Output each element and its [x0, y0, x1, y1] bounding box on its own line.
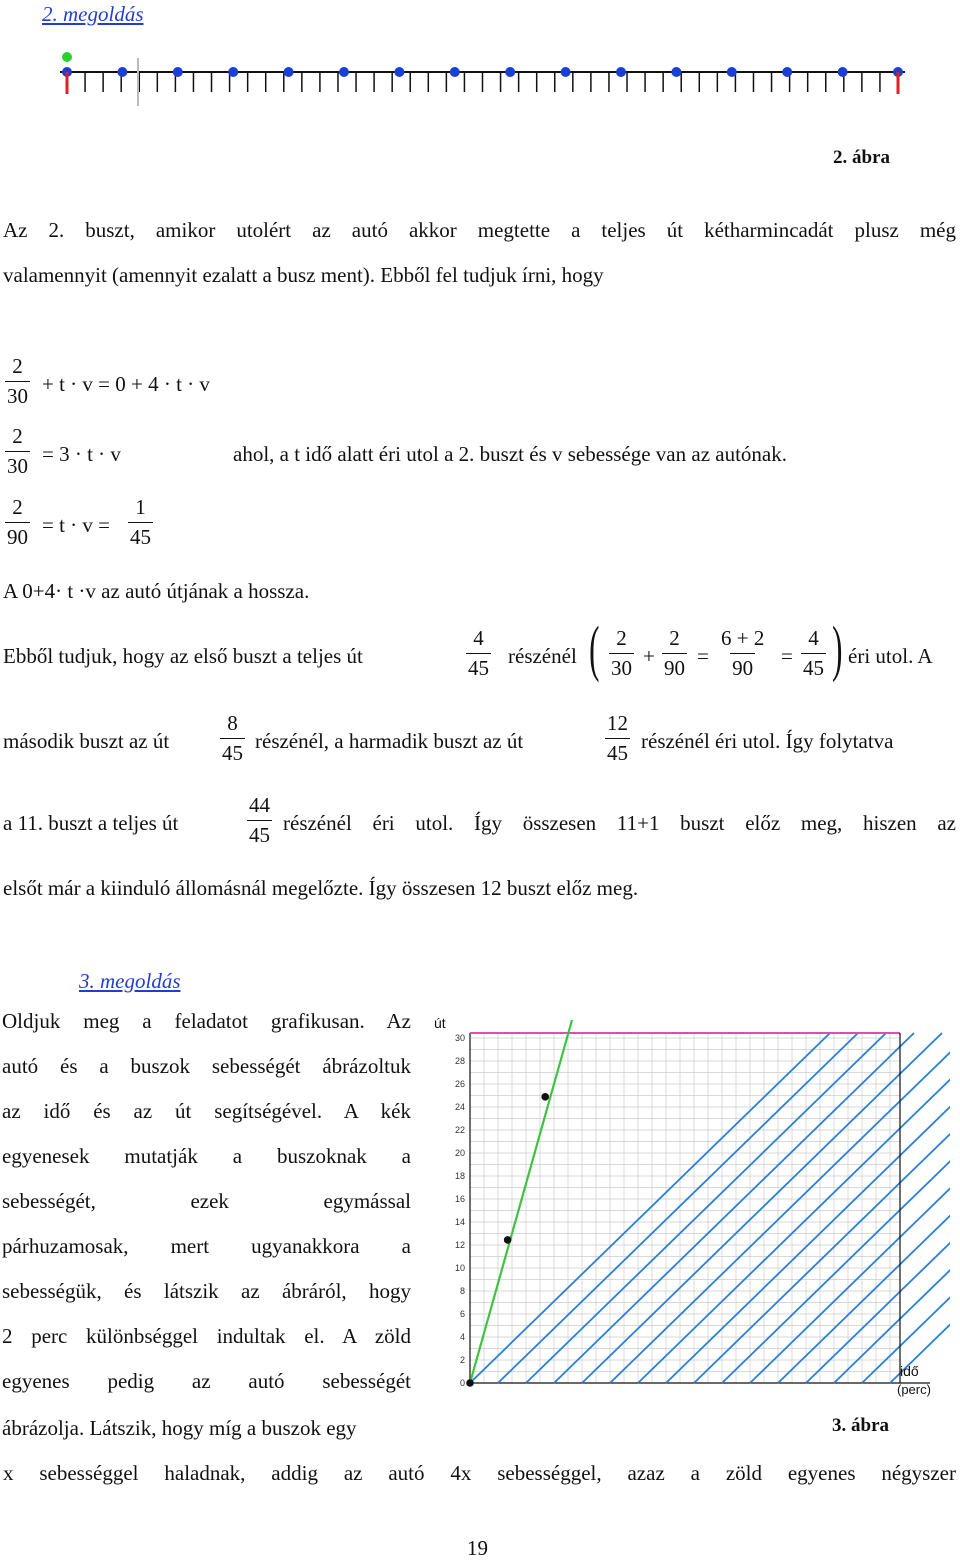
y-tick-label: 20	[454, 1148, 465, 1158]
paragraph-1-line-1: Az 2. buszt, amikor utolért az autó akkor megtette a teljes út kétharmincadát plusz még	[3, 218, 956, 242]
line-elsot: elsőt már a kiinduló állomásnál megelőzte. Így összesen 12 buszt előz meg.	[3, 876, 639, 900]
left-column-line: 2 perc különbséggel indultak el. A zöld	[2, 1324, 411, 1348]
eq3-fraction-right	[128, 497, 153, 548]
y-tick-label: 28	[454, 1056, 465, 1066]
bus-blue-dot	[561, 67, 571, 77]
bus-blue-dot	[117, 67, 127, 77]
left-column-line: Oldjuk meg a feladatot grafikusan. Az	[2, 1009, 411, 1033]
ebbol-frac-1-num: 4	[473, 626, 484, 650]
masodik-frac-2-num: 12	[607, 711, 628, 735]
y-tick-label: 14	[454, 1217, 465, 1227]
number-line-figure	[50, 44, 920, 114]
page-number: 19	[467, 1536, 488, 1560]
heading-2-megoldas: 2. megoldás	[42, 2, 144, 26]
figure-3-caption: 3. ábra	[832, 1415, 889, 1436]
x-axis-label-perc: (perc)	[897, 1382, 931, 1397]
ebbol-frac-3-den: 90	[662, 653, 687, 679]
line-11-pre: a 11. buszt a teljes út	[3, 811, 179, 835]
right-parenthesis: )	[832, 615, 843, 683]
ebbol-frac-4-num: 6 + 2	[721, 626, 765, 650]
y-tick-label: 10	[454, 1263, 465, 1273]
left-column-line: egyenes pedig az autó sebességét	[2, 1369, 411, 1393]
y-tick-label: 30	[454, 1033, 465, 1043]
ebbol-frac-3-num: 2	[669, 626, 680, 650]
y-tick-label: 16	[454, 1194, 465, 1204]
bus-blue-dot	[173, 67, 183, 77]
y-tick-label: 22	[454, 1125, 465, 1135]
eq3-denominator-left: 90	[5, 522, 30, 548]
bus-line	[694, 1033, 950, 1383]
bus-blue-dot	[228, 67, 238, 77]
ebbol-frac-5-num: 4	[808, 626, 819, 650]
left-column-line: egyenesek mutatják a buszoknak a	[2, 1144, 411, 1168]
left-column-line: az idő és az út segítségével. A kék	[2, 1099, 411, 1123]
bottom-line: x sebességgel haladnak, addig az autó 4x sebességgel, azaz a zöld egyenes négyszer	[3, 1461, 956, 1485]
y-tick-label: 8	[459, 1286, 465, 1296]
y-tick-label: 6	[459, 1309, 465, 1319]
y-tick-labels	[455, 1033, 465, 1388]
bus-blue-dot	[450, 67, 460, 77]
bus-blue-dot	[671, 67, 681, 77]
masodik-frac-1-num: 8	[227, 711, 238, 735]
masodik-frac-1	[220, 713, 245, 764]
y-tick-label: 0	[459, 1378, 465, 1388]
ebbol-frac-5-den: 45	[801, 653, 826, 679]
bus-line	[750, 1033, 950, 1383]
y-axis-label: út	[434, 1015, 446, 1031]
masodik-frac-2	[605, 713, 630, 764]
number-line-ticks	[62, 67, 903, 92]
ebbol-equals-1: =	[697, 644, 709, 668]
bus-blue-dot	[394, 67, 404, 77]
masodik-post: részénél éri utol. Így folytatva	[641, 729, 894, 753]
eq3-numerator-left: 2	[12, 495, 23, 519]
intersection-dot	[504, 1236, 512, 1244]
eq3-middle: = t · v =	[42, 513, 111, 537]
eq2-rest: = 3 · t · v	[42, 442, 121, 466]
bus-blue-dot	[838, 67, 848, 77]
left-column-line: sebességét, ezek egymással	[2, 1189, 411, 1213]
ebbol-frac-4-den: 90	[730, 653, 755, 679]
graph-grid	[470, 1033, 900, 1383]
x-axis-label-ido: idő	[900, 1363, 919, 1379]
bus-line	[890, 1033, 950, 1383]
bus-blue-dot	[339, 67, 349, 77]
figure-2-caption: 2. ábra	[833, 147, 890, 168]
left-column-line: autó és a buszok sebességét ábrázoltuk	[2, 1054, 411, 1078]
heading-3-megoldas: 3. megoldás	[79, 969, 181, 993]
eq2-note: ahol, a t idő alatt éri utol a 2. buszt és v sebessége van az autónak.	[233, 442, 787, 466]
bus-line	[806, 1033, 950, 1383]
distance-time-graph	[430, 1010, 950, 1405]
paragraph-1-line-2: valamennyit (amennyit ezalatt a busz ment). Ebből fel tudjuk írni, hogy	[3, 263, 604, 287]
masodik-pre: második buszt az út	[3, 729, 170, 753]
y-tick-label: 24	[454, 1102, 465, 1112]
ebbol-post: éri utol. A	[848, 644, 933, 668]
car-line	[466, 1020, 572, 1387]
eq3-numerator-right: 1	[135, 495, 146, 519]
left-parenthesis: (	[589, 615, 600, 683]
y-tick-label: 26	[454, 1079, 465, 1089]
left-column-last-line: ábrázolja. Látszik, hogy míg a buszok egy	[2, 1416, 357, 1440]
intersection-dot	[541, 1093, 549, 1101]
ebbol-frac-3	[662, 628, 687, 679]
ebbol-frac-4	[719, 628, 766, 679]
line-11-frac-num: 44	[249, 793, 270, 817]
ebbol-mid: részénél	[508, 644, 577, 668]
eq2-denominator: 30	[5, 451, 30, 477]
line-11-frac-den: 45	[247, 820, 272, 846]
left-column-line: sebességük, és látszik az ábráról, hogy	[2, 1279, 411, 1303]
ebbol-frac-5	[801, 628, 826, 679]
bus-blue-dot	[284, 67, 294, 77]
line-a-0-4tv: A 0+4· t ·v az autó útjának a hossza.	[3, 579, 310, 603]
line-11-post: részénél éri utol. Így összesen 11+1 buszt előz meg, hiszen az	[283, 811, 956, 835]
masodik-frac-2-den: 45	[605, 738, 630, 764]
y-tick-label: 12	[454, 1240, 465, 1250]
bus-blue-dot	[782, 67, 792, 77]
eq3-denominator-right: 45	[128, 522, 153, 548]
bus-lines	[470, 1033, 950, 1383]
bus-line	[610, 1033, 950, 1383]
line-11-frac	[247, 795, 272, 846]
eq2-numerator: 2	[12, 424, 23, 448]
ebbol-pre: Ebből tudjuk, hogy az első buszt a teljes út	[3, 644, 363, 668]
bus-blue-dot	[505, 67, 515, 77]
ebbol-frac-2-den: 30	[609, 653, 634, 679]
car-line-segment	[470, 1020, 572, 1383]
eq3-fraction-left	[5, 497, 30, 548]
eq2-fraction	[5, 426, 30, 477]
ebbol-frac-2	[609, 628, 634, 679]
bus-line	[666, 1033, 950, 1383]
left-column-text	[2, 1011, 411, 1416]
y-tick-label: 4	[459, 1332, 465, 1342]
masodik-mid: részénél, a harmadik buszt az út	[255, 729, 524, 753]
ebbol-frac-1	[466, 628, 491, 679]
bus-blue-dot	[616, 67, 626, 77]
eq1-denominator: 30	[5, 381, 30, 407]
left-column-line: párhuzamosak, mert ugyanakkora a	[2, 1234, 411, 1258]
bus-line	[834, 1033, 950, 1383]
y-tick-label: 18	[454, 1171, 465, 1181]
eq1-fraction	[5, 356, 30, 407]
y-tick-label: 2	[459, 1355, 465, 1365]
ebbol-frac-2-num: 2	[616, 626, 627, 650]
ebbol-equals-2: =	[781, 644, 793, 668]
intersection-dot	[466, 1379, 474, 1387]
car-green-dot	[62, 52, 72, 62]
masodik-frac-1-den: 45	[220, 738, 245, 764]
eq1-rest: + t · v = 0 + 4 · t · v	[42, 372, 210, 396]
bus-blue-dot	[727, 67, 737, 77]
ebbol-plus: +	[643, 644, 655, 668]
ebbol-frac-1-den: 45	[466, 653, 491, 679]
eq1-numerator: 2	[12, 354, 23, 378]
